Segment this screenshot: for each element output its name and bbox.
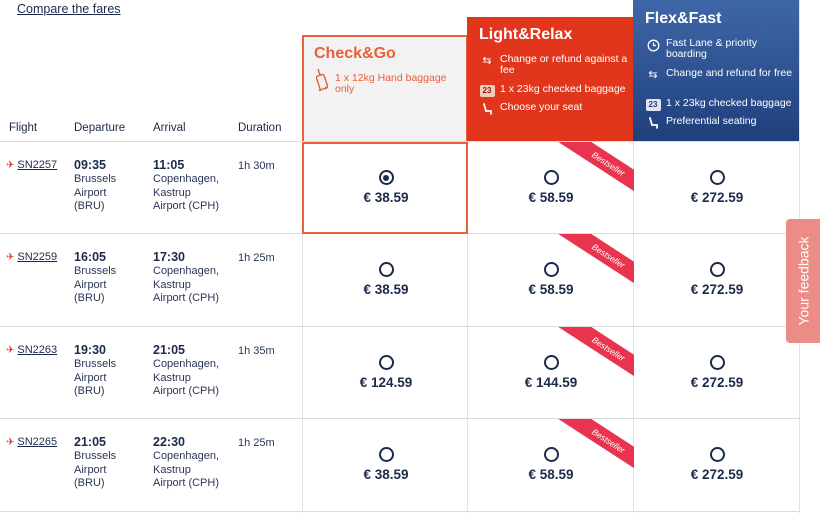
departure-airport: (BRU) xyxy=(74,292,105,304)
column-header-duration: Duration xyxy=(238,122,282,134)
arrival-info xyxy=(153,158,233,214)
fare-radio[interactable] xyxy=(544,262,559,277)
arrival-info xyxy=(153,250,233,306)
departure-info xyxy=(74,343,146,399)
flight-duration: 1h 25m xyxy=(238,437,275,449)
fare-feature-text: Choose your seat xyxy=(500,101,583,113)
fare-title: Check&Go xyxy=(314,45,396,62)
fare-radio[interactable] xyxy=(379,355,394,370)
departure-airport: (BRU) xyxy=(74,477,105,489)
departure-time: 16:05 xyxy=(74,250,106,264)
bestseller-ribbon: Bestseller xyxy=(550,142,634,197)
fare-option-2[interactable] xyxy=(634,234,800,326)
fare-option-2[interactable] xyxy=(634,419,800,511)
bestseller-ribbon: Bestseller xyxy=(550,419,634,474)
departure-info xyxy=(74,158,146,214)
fare-feature-text: 1 x 23kg checked baggage xyxy=(500,83,626,95)
feedback-tab-label: Your feedback xyxy=(795,236,811,326)
fare-radio[interactable] xyxy=(710,170,725,185)
arrival-airport: Airport (CPH) xyxy=(153,477,220,489)
fare-header-light-and-relax xyxy=(467,17,634,141)
departure-airport: Airport xyxy=(74,186,107,199)
fare-option-1[interactable] xyxy=(468,234,634,326)
column-header-departure: Departure xyxy=(74,122,126,134)
arrival-airport: Copenhagen, xyxy=(153,358,220,370)
fare-option-1[interactable] xyxy=(468,327,634,419)
fare-feature xyxy=(479,84,634,98)
fare-price: € 124.59 xyxy=(359,375,413,390)
column-header-arrival: Arrival xyxy=(153,122,186,134)
fare-option-1[interactable] xyxy=(468,142,634,234)
departure-airport: Airport xyxy=(74,463,107,476)
arrival-info xyxy=(153,343,233,399)
fare-radio[interactable] xyxy=(710,262,725,277)
flight-duration: 1h 25m xyxy=(238,252,275,264)
bestseller-ribbon: Bestseller xyxy=(550,327,634,382)
hand-baggage-icon xyxy=(314,73,330,87)
departure-airport: Brussels xyxy=(74,358,117,370)
fare-option-0[interactable] xyxy=(303,234,469,326)
fare-price: € 272.59 xyxy=(690,190,744,205)
fare-feature-text: Preferential seating xyxy=(666,115,757,127)
airline-logo-icon: ✈ xyxy=(6,344,15,356)
departure-airport: Brussels xyxy=(74,265,117,277)
fare-radio[interactable] xyxy=(710,447,725,462)
fare-radio[interactable] xyxy=(379,447,394,462)
fare-radio[interactable] xyxy=(544,447,559,462)
fare-feature-text: 1 x 12kg Hand baggage only xyxy=(335,72,447,95)
fare-radio[interactable] xyxy=(710,355,725,370)
arrival-airport: Copenhagen, xyxy=(153,265,220,277)
airline-logo-icon: ✈ xyxy=(6,436,15,448)
arrival-airport: Kastrup xyxy=(153,463,191,476)
arrival-airport: Kastrup xyxy=(153,371,191,384)
flight-number-link[interactable]: SN2259 xyxy=(17,251,58,263)
arrival-info xyxy=(153,435,233,491)
departure-time: 19:30 xyxy=(74,343,106,357)
fare-price: € 38.59 xyxy=(363,467,409,482)
fare-price: € 38.59 xyxy=(363,190,409,205)
flight-number xyxy=(6,344,57,356)
departure-airport: (BRU) xyxy=(74,200,105,212)
table-divider xyxy=(0,511,800,512)
fare-radio[interactable] xyxy=(544,170,559,185)
departure-info xyxy=(74,250,146,306)
compare-fares-link[interactable]: Compare the fares xyxy=(17,2,121,16)
airline-logo-icon: ✈ xyxy=(6,251,15,263)
flight-number-link[interactable]: SN2263 xyxy=(17,344,58,356)
fare-option-2[interactable] xyxy=(634,327,800,419)
fare-price: € 38.59 xyxy=(363,282,409,297)
departure-time: 21:05 xyxy=(74,435,106,449)
selected-fare-outline xyxy=(302,142,468,234)
fare-price: € 272.59 xyxy=(690,282,744,297)
arrival-airport: Copenhagen, xyxy=(153,173,220,185)
flight-row xyxy=(0,234,800,326)
fare-option-1[interactable] xyxy=(468,419,634,511)
fare-price: € 58.59 xyxy=(528,282,574,297)
arrival-airport: Airport (CPH) xyxy=(153,200,220,212)
fare-feature xyxy=(645,98,800,112)
departure-airport: Airport xyxy=(74,371,107,384)
departure-airport: Brussels xyxy=(74,450,117,462)
arrival-airport: Copenhagen, xyxy=(153,450,220,462)
exchange-arrows-icon: ⇆ xyxy=(482,54,492,67)
departure-airport: Brussels xyxy=(74,173,117,185)
fare-feature xyxy=(479,102,629,116)
arrival-airport: Airport (CPH) xyxy=(153,292,220,304)
baggage-badge: 23 xyxy=(646,99,661,111)
departure-info xyxy=(74,435,146,491)
exchange-arrows-icon: ⇆ xyxy=(648,68,658,81)
checked-baggage-23-icon xyxy=(645,98,661,112)
fare-feature xyxy=(314,73,454,95)
feedback-tab[interactable] xyxy=(786,219,820,343)
flight-number-link[interactable]: SN2265 xyxy=(17,436,58,448)
fare-feature-text: 1 x 23kg checked baggage xyxy=(666,97,792,109)
flight-number-link[interactable]: SN2257 xyxy=(17,159,58,171)
fare-option-2[interactable] xyxy=(634,142,800,234)
fare-radio[interactable] xyxy=(379,262,394,277)
baggage-badge: 23 xyxy=(480,85,495,97)
fare-title: Light&Relax xyxy=(479,26,573,43)
fare-price: € 144.59 xyxy=(524,375,578,390)
arrival-airport: Kastrup xyxy=(153,186,191,199)
arrival-airport: Kastrup xyxy=(153,278,191,291)
arrival-airport: Airport (CPH) xyxy=(153,385,220,397)
fare-price: € 272.59 xyxy=(690,375,744,390)
seat-icon xyxy=(645,116,661,130)
fare-price: € 58.59 xyxy=(528,190,574,205)
fare-feature-text: Change or refund against a fee xyxy=(500,53,628,76)
flight-row xyxy=(0,419,800,511)
fare-option-0[interactable] xyxy=(303,419,469,511)
arrival-time: 21:05 xyxy=(153,343,185,357)
flight-row xyxy=(0,327,800,419)
fare-header-flex-and-fast xyxy=(633,0,800,141)
departure-airport: (BRU) xyxy=(74,385,105,397)
fare-price: € 58.59 xyxy=(528,467,574,482)
seat-icon xyxy=(479,102,495,116)
fare-price: € 272.59 xyxy=(690,467,744,482)
fare-feature-text: Change and refund for free xyxy=(666,67,793,79)
column-header-flight: Flight xyxy=(9,122,38,134)
bestseller-ribbon: Bestseller xyxy=(550,234,634,289)
flight-duration: 1h 35m xyxy=(238,345,275,357)
flight-number xyxy=(6,159,57,171)
fare-header-check-and-go xyxy=(302,35,468,141)
fare-feature xyxy=(645,116,795,130)
checked-baggage-23-icon xyxy=(479,84,495,98)
departure-airport: Airport xyxy=(74,278,107,291)
fare-radio[interactable] xyxy=(544,355,559,370)
fare-feature xyxy=(645,68,795,82)
flight-number xyxy=(6,436,57,448)
fare-feature xyxy=(479,54,629,76)
arrival-time: 17:30 xyxy=(153,250,185,264)
departure-time: 09:35 xyxy=(74,158,106,172)
fare-feature-text: Fast Lane & priority boarding xyxy=(666,37,758,60)
fare-title: Flex&Fast xyxy=(645,10,722,27)
flight-number xyxy=(6,251,57,263)
airline-logo-icon: ✈ xyxy=(6,159,15,171)
arrival-time: 11:05 xyxy=(153,158,185,172)
fare-option-0[interactable] xyxy=(303,327,469,419)
flight-duration: 1h 30m xyxy=(238,160,275,172)
clock-icon xyxy=(645,38,661,52)
arrival-time: 22:30 xyxy=(153,435,185,449)
fare-feature xyxy=(645,38,795,60)
